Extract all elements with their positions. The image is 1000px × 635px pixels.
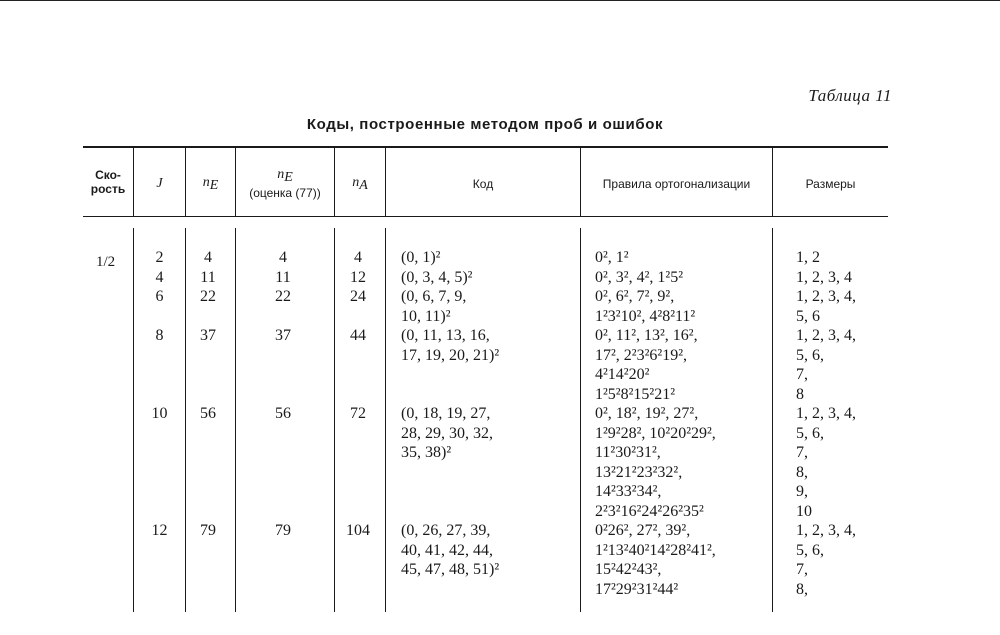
cell-code-line: (0, 1)² [401,249,441,266]
cell-rules-line: 0², 18², 19², 27², [595,405,699,422]
cell-sizes-line: 8, [796,463,808,481]
table-number-label: Таблица 11 [808,86,892,105]
cell-ne-est: 4 [279,249,287,266]
cell-sizes-line: 1, 2, 3, 4, [796,327,856,344]
cell-code-line: 35, 38)² [401,444,452,461]
cell-code-line: (0, 6, 7, 9, [401,288,467,305]
cell-ne-est: 11 [275,268,291,286]
cell-sizes-line: 9, [796,483,808,500]
header-rules: Правила ортогонализации [602,177,751,191]
cell-rules-line: 13²21²23²32², [595,463,683,481]
header-j-symbol: J [156,176,163,191]
header-ne [186,175,235,194]
cell-code-line: (0, 3, 4, 5)² [401,268,473,286]
cell-code-line: 28, 29, 30, 32, [401,424,493,442]
cell-sizes-line: 7, [796,444,808,461]
cell-j: 12 [151,522,168,539]
cell-sizes-line: 1, 2, 3, 4, [796,405,856,422]
cell-sizes-line: 8 [796,385,804,403]
header-na [335,175,385,194]
cell-sizes-line: 10 [796,502,812,520]
cell-na: 72 [350,405,366,422]
cell-ne: 22 [200,288,216,305]
cell-rules-line: 4²14²20² [595,366,650,383]
cell-sizes-line: 7, [796,366,808,383]
header-ne-symbol: n [202,175,210,190]
cell-rules-line: 1²5²8²15²21² [595,385,675,403]
cell-rules-line: 15²42²43², [595,561,662,578]
cell-ne-est: 22 [275,288,291,305]
cell-ne: 4 [204,249,212,266]
cell-ne: 37 [200,327,216,344]
cell-sizes-line: 1, 2, 3, 4, [796,288,856,305]
cell-sizes-line: 7, [796,561,808,578]
cell-ne: 79 [200,522,216,539]
cell-rules-line: 11²30²31², [595,444,661,461]
speed-value: 1/2 [96,254,116,270]
cell-j: 6 [155,288,164,305]
header-top-rule [83,146,888,148]
cell-sizes-line: 5, 6, [796,346,824,364]
cell-rules-line: 14²33²34², [595,483,662,500]
cell-rules-line: 1²9²28², 10²20²29², [595,424,716,442]
header-na-symbol: n [352,175,360,190]
cell-rules-line: 0², 1² [595,249,629,266]
cell-sizes-line: 5, 6, [796,541,824,559]
cell-sizes-line: 5, 6, [796,424,824,442]
cell-code-line: 40, 41, 42, 44, [401,541,493,559]
cell-sizes-line: 1, 2 [796,249,820,266]
cell-rules-line: 17², 2²3²6²19², [595,346,687,364]
cell-na: 12 [350,268,366,286]
cell-code-line: (0, 26, 27, 39, [401,522,491,539]
cell-na: 24 [350,288,366,305]
header-ne-estimate [236,167,334,200]
cell-code-line: 45, 47, 48, 51)² [401,561,500,578]
cell-sizes-line: 1, 2, 3, 4 [796,268,852,286]
cell-na: 44 [350,327,366,344]
cell-rules-line: 0², 6², 7², 9², [595,288,675,305]
cell-rules-line: 17²29²31²44² [595,580,679,598]
cell-rules-line: 1²3²10², 4²8²11² [595,307,696,325]
cell-sizes-line: 5, 6 [796,307,820,325]
header-j [134,176,185,191]
cell-rules-line: 0²26², 27², 39², [595,522,691,539]
cell-rules-line: 1²13²40²14²28²41², [595,541,716,559]
cell-code-line: 10, 11)² [401,307,451,325]
header-bottom-rule [83,216,888,217]
header-ne-est-subscript: E [284,170,293,185]
column-divider [772,228,773,612]
header-code: Код [472,177,494,191]
table-title: Коды, построенные методом проб и ошибок [306,116,664,133]
cell-na: 104 [346,522,370,539]
cell-ne: 56 [200,405,216,422]
cell-j: 2 [155,249,164,266]
header-speed [84,168,132,196]
cell-sizes-line: 8, [796,580,808,598]
cell-code-line: (0, 11, 13, 16, [401,327,490,344]
cell-ne-est: 79 [275,522,291,539]
column-divider [385,228,386,612]
cell-ne-est: 37 [275,327,291,344]
cell-j: 4 [155,268,164,286]
header-sizes: Размеры [805,177,856,191]
header-speed-line1: Ско- [95,168,121,182]
cell-j: 10 [151,405,168,422]
cell-na: 4 [354,249,362,266]
cell-code-line: 17, 19, 20, 21)² [401,346,500,364]
column-divider [580,228,581,612]
header-ne-subscript: E [209,178,219,193]
cell-ne-est: 56 [275,405,291,422]
cell-ne: 11 [200,268,216,286]
cell-rules-line: 0², 3², 4², 1²5² [595,268,683,286]
header-speed-line2: рость [90,182,126,196]
cell-rules-line: 0², 11², 13², 16², [595,327,698,344]
cell-rules-line: 2²3²16²24²26²35² [595,502,704,520]
scan-top-edge [0,0,1000,1]
cell-code-line: (0, 18, 19, 27, [401,405,491,422]
cell-sizes-line: 1, 2, 3, 4, [796,522,856,539]
cell-j: 8 [155,327,164,344]
header-ne-est-note: (оценка (77)) [249,186,321,200]
header-na-subscript: A [359,178,368,193]
header-ne-est-symbol: n [277,167,285,182]
